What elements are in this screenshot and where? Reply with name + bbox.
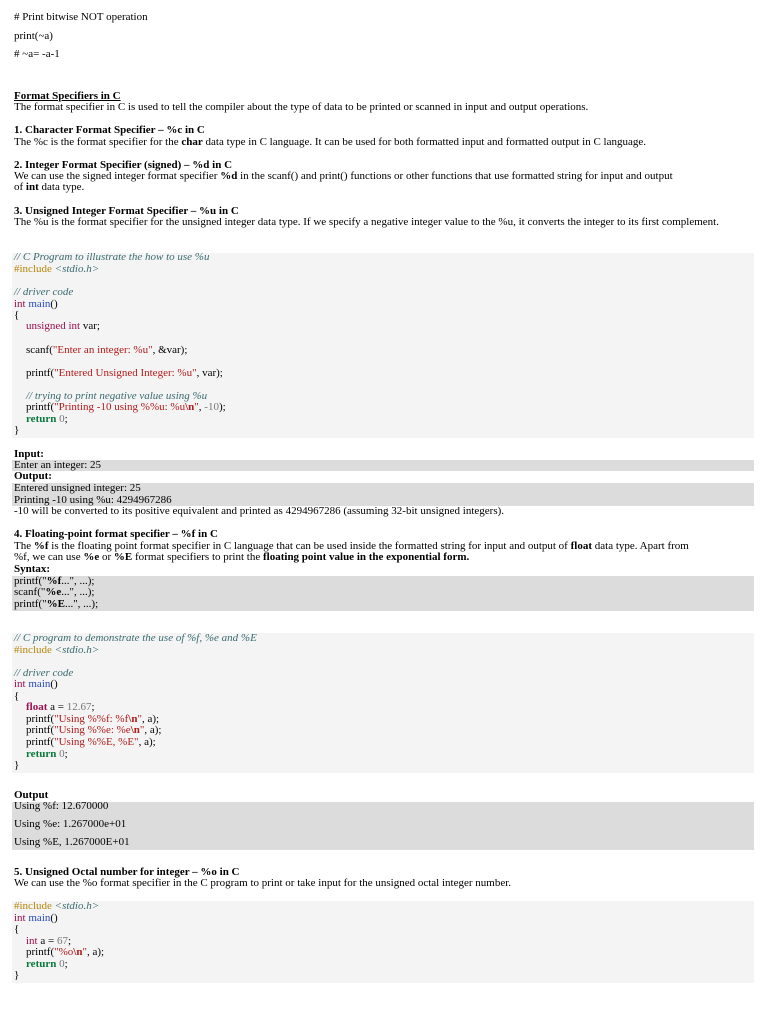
input-box — [12, 460, 754, 471]
code1-negative-comment: // trying to print negative value using %u — [26, 390, 208, 402]
section-3-text: The %u is the format specifier for the unsigned integer data type. If we specify a negative integer value to the %u, it converts the integer to its first complement. — [14, 216, 719, 228]
output2-line-3: Using %E, 1.267000E+01 — [14, 836, 130, 848]
intro-comment: # Print bitwise NOT operation — [14, 11, 148, 23]
code3-declaration: int a = 67; — [26, 935, 72, 947]
syntax-box — [12, 576, 754, 611]
code3-open-brace: { — [14, 923, 20, 935]
code2-include: #include <stdio.h> — [14, 644, 100, 656]
code2-declaration: float a = 12.67; — [26, 701, 95, 713]
syntax-printf-E: printf("%E...", ...); — [14, 598, 99, 610]
format-specifiers-description: The format specifier in C is used to tell the compiler about the type of data to be printed or scanned in input and output operations. — [14, 101, 589, 113]
section-4-text-line1: The %f is the floating point format specifier in C language that can be used inside the formatted string for input and output of float data type. Apart from — [14, 540, 689, 552]
code2-return: return 0; — [26, 748, 68, 760]
code3-include: #include <stdio.h> — [14, 900, 100, 912]
syntax-printf-f: printf("%f...", ...); — [14, 575, 95, 587]
syntax-scanf-e: scanf("%e...", ...); — [14, 586, 95, 598]
output-line-2: Printing -10 using %u: 4294967286 — [14, 494, 172, 506]
input-label: Input: — [14, 448, 44, 460]
section-4-text-line2: %f, we can use %e or %E format specifiers to print the floating point value in the exponential form. — [14, 551, 470, 563]
code1-return: return 0; — [26, 413, 68, 425]
section-5-heading: 5. Unsigned Octal number for integer – %o in C — [14, 866, 240, 878]
section-2-heading: 2. Integer Format Specifier (signed) – %d in C — [14, 159, 233, 171]
section-3-heading: 3. Unsigned Integer Format Specifier – %u in C — [14, 205, 239, 217]
intro-print-line: print(~a) — [14, 30, 53, 42]
code1-main-signature: int main() — [14, 298, 58, 310]
code3-return: return 0; — [26, 958, 68, 970]
format-specifiers-heading: Format Specifiers in C — [14, 90, 121, 102]
code3-close-brace: } — [14, 969, 20, 981]
code2-printf-f: printf("Using %%f: %f\n", a); — [26, 713, 160, 725]
section-1-heading: 1. Character Format Specifier – %c in C — [14, 124, 205, 136]
code2-comment: // C program to demonstrate the use of %f, %e and %E — [14, 632, 257, 644]
code2-close-brace: } — [14, 759, 20, 771]
output2-line-2: Using %e: 1.267000e+01 — [14, 818, 127, 830]
code2-open-brace: { — [14, 690, 20, 702]
code2-main-signature: int main() — [14, 678, 58, 690]
output-line-1: Entered unsigned integer: 25 — [14, 482, 141, 494]
code1-printf-unsigned: printf("Entered Unsigned Integer: %u", var); — [26, 367, 223, 379]
intro-formula: # ~a= -a-1 — [14, 48, 60, 60]
code3-printf-o: printf("%o\n", a); — [26, 946, 105, 958]
code1-include: #include <stdio.h> — [14, 263, 100, 275]
syntax-label: Syntax: — [14, 563, 51, 575]
code3-main-signature: int main() — [14, 912, 58, 924]
output-label: Output: — [14, 470, 52, 482]
section-5-text: We can use the %o format specifier in the C program to print or take input for the unsigned octal integer number. — [14, 877, 512, 889]
code2-driver-comment: // driver code — [14, 667, 74, 679]
code1-open-brace: { — [14, 309, 20, 321]
code1-driver-comment: // driver code — [14, 286, 74, 298]
code2-printf-E: printf("Using %%E, %E", a); — [26, 736, 156, 748]
code-block-3 — [12, 901, 754, 983]
input-value: Enter an integer: 25 — [14, 459, 102, 471]
section-2-text-line2: of int data type. — [14, 181, 85, 193]
output2-label: Output — [14, 789, 49, 801]
section-1-text: The %c is the format specifier for the char data type in C language. It can be used for both formatted input and formatted output in C language. — [14, 136, 647, 148]
code1-comment: // C Program to illustrate the how to use %u — [14, 251, 210, 263]
code1-close-brace: } — [14, 424, 20, 436]
code-block-2 — [12, 633, 754, 773]
section-2-text-line1: We can use the signed integer format specifier %d in the scanf() and print() functions or other functions that use formatted string for input and output — [14, 170, 673, 182]
output-note: -10 will be converted to its positive equivalent and printed as 4294967286 (assuming 32-bit unsigned integers). — [14, 505, 505, 517]
code2-printf-e: printf("Using %%e: %e\n", a); — [26, 724, 162, 736]
code1-scanf: scanf("Enter an integer: %u", &var); — [26, 344, 188, 356]
output2-line-1: Using %f: 12.670000 — [14, 800, 109, 812]
section-4-heading: 4. Floating-point format specifier – %f in C — [14, 528, 218, 540]
code1-declaration: unsigned int var; — [26, 320, 100, 332]
code1-printf-negative: printf("Printing -10 using %%u: %u\n", -10); — [26, 401, 226, 413]
